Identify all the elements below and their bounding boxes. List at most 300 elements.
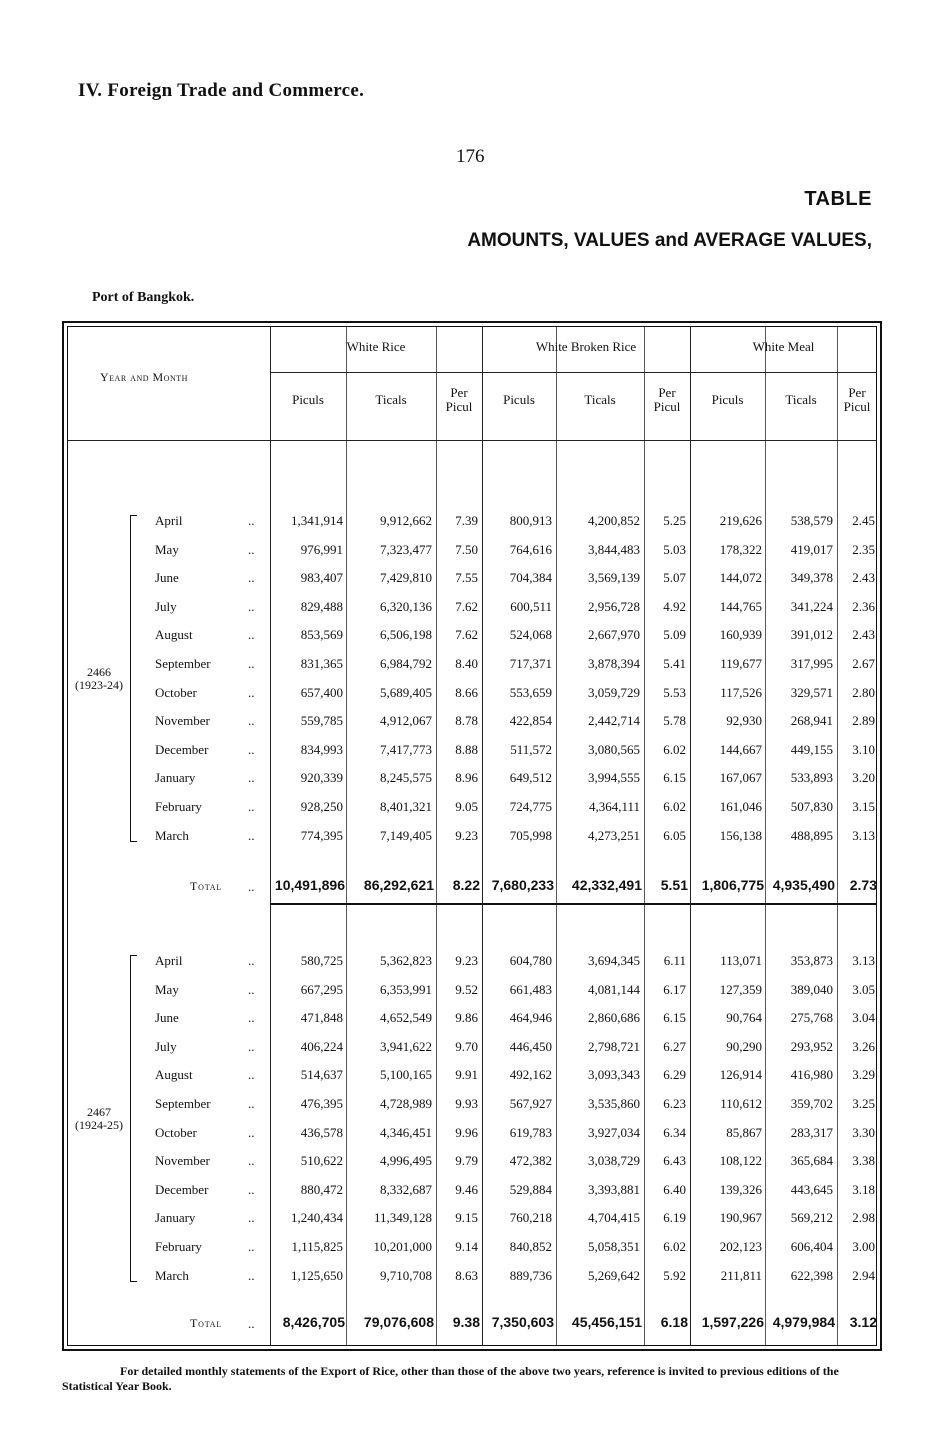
total-cell: 1,806,775: [701, 877, 764, 893]
table-cell: 976,991: [300, 541, 343, 557]
table-cell: 920,339: [300, 770, 343, 786]
table-cell: 600,511: [510, 598, 552, 614]
page-number: 176: [456, 146, 485, 167]
table-cell: 476,395: [300, 1096, 343, 1111]
table-cell: 831,365: [300, 656, 343, 671]
footnote: For detailed monthly statements of the Export of Rice, other than those of the above two years, reference is invited to previous editions of the Statistical Year Book.: [62, 1364, 839, 1393]
month-label: October: [155, 1124, 197, 1140]
table-cell: 2.43: [852, 570, 875, 586]
table-cell: 4,728,989: [380, 1096, 432, 1111]
column-group-header: White Rice: [346, 339, 406, 354]
leader-dots: ..: [248, 741, 255, 757]
table-cell: 928,250: [300, 799, 343, 814]
table-cell: 202,123: [719, 1239, 762, 1254]
table-cell: 834,993: [300, 741, 343, 757]
table-cell: 3,059,729: [588, 684, 640, 700]
total-cell: 45,456,151: [571, 1314, 642, 1330]
year-month-header: Year and Month: [100, 370, 188, 384]
total-cell: 8.22: [452, 877, 480, 893]
table-cell: 6,506,198: [380, 627, 432, 643]
month-label: July: [155, 1038, 177, 1054]
table-cell: 4,200,852: [588, 513, 640, 528]
table-cell: 8,245,575: [380, 770, 432, 786]
fiscal-year-label: 2466: [87, 665, 111, 680]
table-cell: 5.25: [663, 513, 686, 528]
leader-dots: ..: [248, 879, 255, 894]
table-cell: 3.15: [852, 799, 875, 814]
table-cell: 9.93: [455, 1096, 478, 1111]
month-label: December: [155, 1181, 209, 1197]
table-cell: 329,571: [790, 684, 833, 700]
table-cell: 2.80: [852, 684, 875, 700]
total-cell: 7,680,233: [491, 877, 554, 893]
table-cell: 6,320,136: [380, 598, 432, 614]
column-header: Ticals: [375, 392, 407, 407]
month-label: July: [155, 598, 177, 614]
column-header: Piculs: [292, 392, 324, 407]
leader-dots: ..: [248, 1124, 255, 1140]
table-cell: 6.11: [663, 953, 686, 968]
table-cell: 8.88: [455, 741, 478, 757]
leader-dots: ..: [248, 953, 255, 968]
header-rule: [68, 440, 877, 441]
month-label: April: [155, 513, 183, 528]
table-cell: 9.96: [455, 1124, 478, 1140]
table-cell: 2.35: [852, 541, 875, 557]
table-cell: 9.91: [455, 1067, 478, 1083]
leader-dots: ..: [248, 656, 255, 671]
month-label: January: [155, 770, 196, 786]
month-label: November: [155, 713, 210, 729]
table-cell: 446,450: [509, 1038, 552, 1054]
table-cell: 724,775: [509, 799, 552, 814]
table-cell: 622,398: [790, 1267, 833, 1283]
table-cell: 6,984,792: [380, 656, 432, 671]
leader-dots: ..: [248, 1153, 255, 1169]
column-header: Per Picul: [653, 385, 681, 414]
table-cell: 127,359: [719, 981, 762, 997]
leader-dots: ..: [248, 713, 255, 729]
table-cell: 492,162: [509, 1067, 552, 1083]
table-cell: 161,046: [719, 799, 762, 814]
table-cell: 275,768: [790, 1010, 833, 1026]
column-header: Ticals: [584, 392, 616, 407]
month-label: November: [155, 1153, 210, 1169]
table-cell: 406,224: [300, 1038, 343, 1054]
table-word: TABLE: [804, 188, 872, 210]
table-cell: 113,071: [720, 953, 762, 968]
table-cell: 139,326: [719, 1181, 762, 1197]
table-subtitle: AMOUNTS, VALUES and AVERAGE VALUES,: [467, 230, 872, 251]
table-cell: 8,332,687: [380, 1181, 432, 1197]
table-cell: 2.98: [852, 1210, 875, 1226]
table-cell: 464,946: [509, 1010, 552, 1026]
table-cell: 567,927: [509, 1096, 552, 1111]
leader-dots: ..: [248, 1239, 255, 1254]
table-cell: 90,764: [726, 1010, 762, 1026]
table-cell: 2.43: [852, 627, 875, 643]
column-header: Per Picul: [445, 385, 473, 414]
table-cell: 472,382: [509, 1153, 552, 1169]
table-cell: 391,012: [790, 627, 833, 643]
table-cell: 704,384: [509, 570, 552, 586]
table-cell: 3.13: [852, 953, 875, 968]
table-cell: 389,040: [790, 981, 833, 997]
table-cell: 167,067: [719, 770, 762, 786]
total-label: Total: [190, 879, 223, 893]
table-cell: 156,138: [719, 827, 762, 843]
month-label: September: [155, 1096, 211, 1111]
table-cell: 9.14: [455, 1239, 478, 1254]
total-cell: 86,292,621: [363, 877, 434, 893]
table-cell: 6.19: [663, 1210, 686, 1226]
table-cell: 507,830: [790, 799, 833, 814]
year-brace: [130, 515, 137, 842]
table-cell: 604,780: [509, 953, 552, 968]
table-cell: 553,659: [509, 684, 552, 700]
table-cell: 3.10: [852, 741, 875, 757]
table-cell: 2.67: [852, 656, 875, 671]
table-cell: 3.13: [852, 827, 875, 843]
table-cell: 5.78: [663, 713, 686, 729]
total-cell: 2.73: [849, 877, 877, 893]
table-cell: 5.41: [663, 656, 686, 671]
table-cell: 7,323,477: [380, 541, 432, 557]
month-label: June: [155, 570, 179, 586]
total-cell: 5.51: [660, 877, 688, 893]
table-cell: 9.86: [455, 1010, 478, 1026]
month-label: March: [155, 827, 189, 843]
table-cell: 3,535,860: [588, 1096, 640, 1111]
column-header: Piculs: [711, 392, 744, 407]
table-cell: 538,579: [790, 513, 833, 528]
table-cell: 9,912,662: [380, 513, 432, 528]
table-cell: 365,684: [790, 1153, 833, 1169]
total-cell: 4,979,984: [772, 1314, 835, 1330]
table-cell: 488,895: [790, 827, 833, 843]
table-cell: 510,622: [300, 1153, 343, 1169]
leader-dots: ..: [248, 799, 255, 814]
total-cell: 10,491,896: [274, 877, 345, 893]
table-cell: 800,913: [509, 513, 552, 528]
month-label: June: [155, 1010, 179, 1026]
table-cell: 3.30: [852, 1124, 875, 1140]
table-cell: 667,295: [300, 981, 343, 997]
table-cell: 5,100,165: [380, 1067, 432, 1083]
table-cell: 524,068: [509, 627, 552, 643]
table-cell: 144,765: [719, 598, 762, 614]
month-label: August: [155, 627, 193, 643]
total-cell: 7,350,603: [491, 1314, 554, 1330]
table-cell: 4.92: [663, 598, 686, 614]
table-cell: 619,783: [509, 1124, 552, 1140]
table-cell: 3.04: [852, 1010, 875, 1026]
total-cell: 9.38: [452, 1314, 480, 1330]
table-cell: 85,867: [726, 1124, 762, 1140]
table-cell: 9.79: [455, 1153, 478, 1169]
table-cell: 3,994,555: [588, 770, 640, 786]
table-cell: 3.05: [852, 981, 875, 997]
table-cell: 117,526: [720, 684, 762, 700]
leader-dots: ..: [248, 827, 255, 843]
table-cell: 764,616: [509, 541, 552, 557]
month-label: September: [155, 656, 211, 671]
leader-dots: ..: [248, 541, 255, 557]
table-cell: 7.39: [455, 513, 478, 528]
table-cell: 3.00: [852, 1239, 875, 1254]
table-cell: 1,341,914: [291, 513, 343, 528]
month-label: May: [155, 541, 179, 557]
table-cell: 5.09: [663, 627, 686, 643]
table-cell: 3.18: [852, 1181, 875, 1197]
table-cell: 6.29: [663, 1067, 686, 1083]
total-cell: 8,426,705: [282, 1314, 345, 1330]
table-cell: 2.89: [852, 713, 875, 729]
table-cell: 449,155: [790, 741, 833, 757]
table-cell: 3.20: [852, 770, 875, 786]
table-cell: 514,637: [300, 1067, 343, 1083]
month-label: October: [155, 684, 197, 700]
table-cell: 9,710,708: [380, 1267, 432, 1283]
table-cell: 422,854: [509, 713, 552, 729]
table-cell: 7,417,773: [380, 741, 432, 757]
total-cell: 3.12: [849, 1314, 877, 1330]
table-cell: 3,093,343: [588, 1067, 640, 1083]
table-cell: 353,873: [790, 953, 833, 968]
column-header: Piculs: [503, 392, 535, 407]
table-cell: 7.55: [455, 570, 478, 586]
month-label: February: [155, 1239, 202, 1254]
table-cell: 5,058,351: [588, 1239, 640, 1254]
leader-dots: ..: [248, 513, 255, 528]
leader-dots: ..: [248, 770, 255, 786]
table-cell: 774,395: [300, 827, 343, 843]
table-cell: 443,645: [790, 1181, 833, 1197]
table-cell: 853,569: [300, 627, 343, 643]
table-cell: 5.92: [663, 1267, 686, 1283]
table-cell: 1,240,434: [291, 1210, 343, 1226]
table-cell: 349,378: [790, 570, 833, 586]
table-cell: 705,998: [509, 827, 552, 843]
leader-dots: ..: [248, 684, 255, 700]
table-cell: 5.03: [663, 541, 686, 557]
table-cell: 580,725: [300, 953, 343, 968]
month-label: December: [155, 741, 209, 757]
table-cell: 829,488: [300, 598, 343, 614]
leader-dots: ..: [248, 1096, 255, 1111]
table-cell: 3.25: [852, 1096, 875, 1111]
table-cell: 211,811: [720, 1267, 762, 1283]
table-cell: 8.40: [455, 656, 478, 671]
table-cell: 2,956,728: [588, 598, 640, 614]
table-cell: 8.66: [455, 684, 478, 700]
table-cell: 1,125,650: [291, 1267, 343, 1283]
total-cell: 4,935,490: [772, 877, 835, 893]
table-cell: 3,038,729: [588, 1153, 640, 1169]
table-cell: 8.78: [455, 713, 478, 729]
month-label: March: [155, 1267, 189, 1283]
table-cell: 529,884: [509, 1181, 552, 1197]
table-cell: 471,848: [300, 1010, 343, 1026]
table-cell: 6.02: [663, 741, 686, 757]
leader-dots: ..: [248, 1316, 255, 1331]
table-cell: 7,429,810: [380, 570, 432, 586]
table-cell: 293,952: [790, 1038, 833, 1054]
table-cell: 649,512: [509, 770, 552, 786]
header-rule: [270, 372, 877, 373]
leader-dots: ..: [248, 570, 255, 586]
total-cell: 79,076,608: [363, 1314, 434, 1330]
table-cell: 90,290: [726, 1038, 762, 1054]
table-cell: 4,912,067: [380, 713, 432, 729]
total-cell: 1,597,226: [701, 1314, 764, 1330]
table-cell: 717,371: [509, 656, 552, 671]
table-cell: 126,914: [719, 1067, 762, 1083]
table-cell: 6.15: [663, 770, 686, 786]
leader-dots: ..: [248, 627, 255, 643]
table-cell: 436,578: [300, 1124, 343, 1140]
table-cell: 9.46: [455, 1181, 478, 1197]
table-cell: 268,941: [790, 713, 833, 729]
table-cell: 2,667,970: [588, 627, 640, 643]
table-cell: 8,401,321: [380, 799, 432, 814]
table-cell: 4,704,415: [588, 1210, 640, 1226]
table-cell: 9.15: [455, 1210, 478, 1226]
table-cell: 606,404: [790, 1239, 833, 1254]
table-cell: 419,017: [790, 541, 833, 557]
column-group-header: White Broken Rice: [535, 339, 637, 354]
total-cell: 6.18: [660, 1314, 688, 1330]
table-cell: 9.23: [455, 827, 478, 843]
month-label: January: [155, 1210, 196, 1226]
table-cell: 9.05: [455, 799, 478, 814]
table-cell: 11,349,128: [373, 1210, 432, 1226]
fiscal-year-range: (1923-24): [75, 678, 123, 693]
total-cell: 42,332,491: [571, 877, 642, 893]
table-cell: 889,736: [509, 1267, 552, 1283]
table-cell: 8.63: [455, 1267, 478, 1283]
table-cell: 533,893: [790, 770, 833, 786]
table-cell: 6.40: [663, 1181, 686, 1197]
leader-dots: ..: [248, 598, 255, 614]
table-cell: 110,612: [720, 1096, 762, 1111]
table-cell: 9.23: [455, 953, 478, 968]
section-title: IV. Foreign Trade and Commerce.: [78, 80, 365, 101]
table-cell: 2.36: [852, 598, 875, 614]
table-cell: 416,980: [790, 1067, 833, 1083]
month-label: May: [155, 981, 179, 997]
table-cell: 569,212: [790, 1210, 833, 1226]
table-cell: 661,483: [509, 981, 552, 997]
table-cell: 219,626: [719, 513, 762, 528]
table-cell: 2,798,721: [588, 1038, 640, 1054]
table-cell: 7.62: [455, 598, 478, 614]
leader-dots: ..: [248, 1038, 255, 1054]
fiscal-year-label: 2467: [87, 1105, 111, 1120]
table-cell: 983,407: [300, 570, 343, 586]
table-cell: 6.43: [663, 1153, 686, 1169]
leader-dots: ..: [248, 1181, 255, 1197]
table-cell: 840,852: [509, 1239, 552, 1254]
table-cell: 10,201,000: [373, 1239, 432, 1254]
table-cell: 5,362,823: [380, 953, 432, 968]
table-cell: 3.38: [852, 1153, 875, 1169]
month-label: April: [155, 953, 183, 968]
table-cell: 3,393,881: [588, 1181, 640, 1197]
table-cell: 2,442,714: [588, 713, 640, 729]
table-cell: 7.50: [455, 541, 478, 557]
table-cell: 119,677: [720, 656, 762, 671]
table-cell: 657,400: [300, 684, 343, 700]
table-cell: 4,996,495: [380, 1153, 432, 1169]
table-cell: 6.05: [663, 827, 686, 843]
table-cell: 190,967: [719, 1210, 762, 1226]
table-cell: 4,346,451: [380, 1124, 432, 1140]
table-cell: 559,785: [300, 713, 343, 729]
table-cell: 5.07: [663, 570, 686, 586]
table-cell: 3,927,034: [588, 1124, 640, 1140]
table-cell: 6.27: [663, 1038, 686, 1054]
table-cell: 3,694,345: [588, 953, 640, 968]
table-cell: 6.02: [663, 1239, 686, 1254]
table-cell: 880,472: [300, 1181, 343, 1197]
table-cell: 160,939: [719, 627, 762, 643]
table-cell: 178,322: [719, 541, 762, 557]
table-cell: 2.45: [852, 513, 875, 528]
month-label: August: [155, 1067, 193, 1083]
table-cell: 6,353,991: [380, 981, 432, 997]
table-cell: 92,930: [726, 713, 762, 729]
table-cell: 144,072: [719, 570, 762, 586]
block-separator: [270, 903, 877, 905]
table-cell: 6.34: [663, 1124, 686, 1140]
table-cell: 8.96: [455, 770, 478, 786]
table-cell: 4,081,144: [588, 981, 640, 997]
table-cell: 6.02: [663, 799, 686, 814]
leader-dots: ..: [248, 981, 255, 997]
table-cell: 760,218: [509, 1210, 552, 1226]
table-cell: 9.70: [455, 1038, 478, 1054]
table-cell: 4,364,111: [588, 799, 640, 814]
table-cell: 3,844,483: [588, 541, 640, 557]
table-cell: 3,878,394: [588, 656, 640, 671]
table-cell: 1,115,825: [291, 1239, 343, 1254]
table-cell: 7,149,405: [380, 827, 432, 843]
table-cell: 5,689,405: [380, 684, 432, 700]
column-header: Ticals: [785, 392, 817, 407]
table-cell: 359,702: [790, 1096, 833, 1111]
year-brace: [130, 955, 137, 1282]
leader-dots: ..: [248, 1010, 255, 1026]
table-cell: 511,572: [510, 741, 552, 757]
table-cell: 144,667: [719, 741, 762, 757]
table-cell: 2.94: [852, 1267, 875, 1283]
table-cell: 108,122: [719, 1153, 762, 1169]
table-cell: 3,569,139: [588, 570, 640, 586]
total-label: Total: [190, 1316, 223, 1330]
leader-dots: ..: [248, 1210, 255, 1226]
table-cell: 341,224: [790, 598, 833, 614]
table-cell: 3,941,622: [380, 1038, 432, 1054]
column-group-header: White Meal: [752, 339, 815, 354]
table-cell: 6.15: [663, 1010, 686, 1026]
table-cell: 5.53: [663, 684, 686, 700]
table-cell: 9.52: [455, 981, 478, 997]
column-header: Per Picul: [843, 385, 871, 414]
table-cell: 7.62: [455, 627, 478, 643]
leader-dots: ..: [248, 1267, 255, 1283]
table-cell: 5,269,642: [588, 1267, 640, 1283]
